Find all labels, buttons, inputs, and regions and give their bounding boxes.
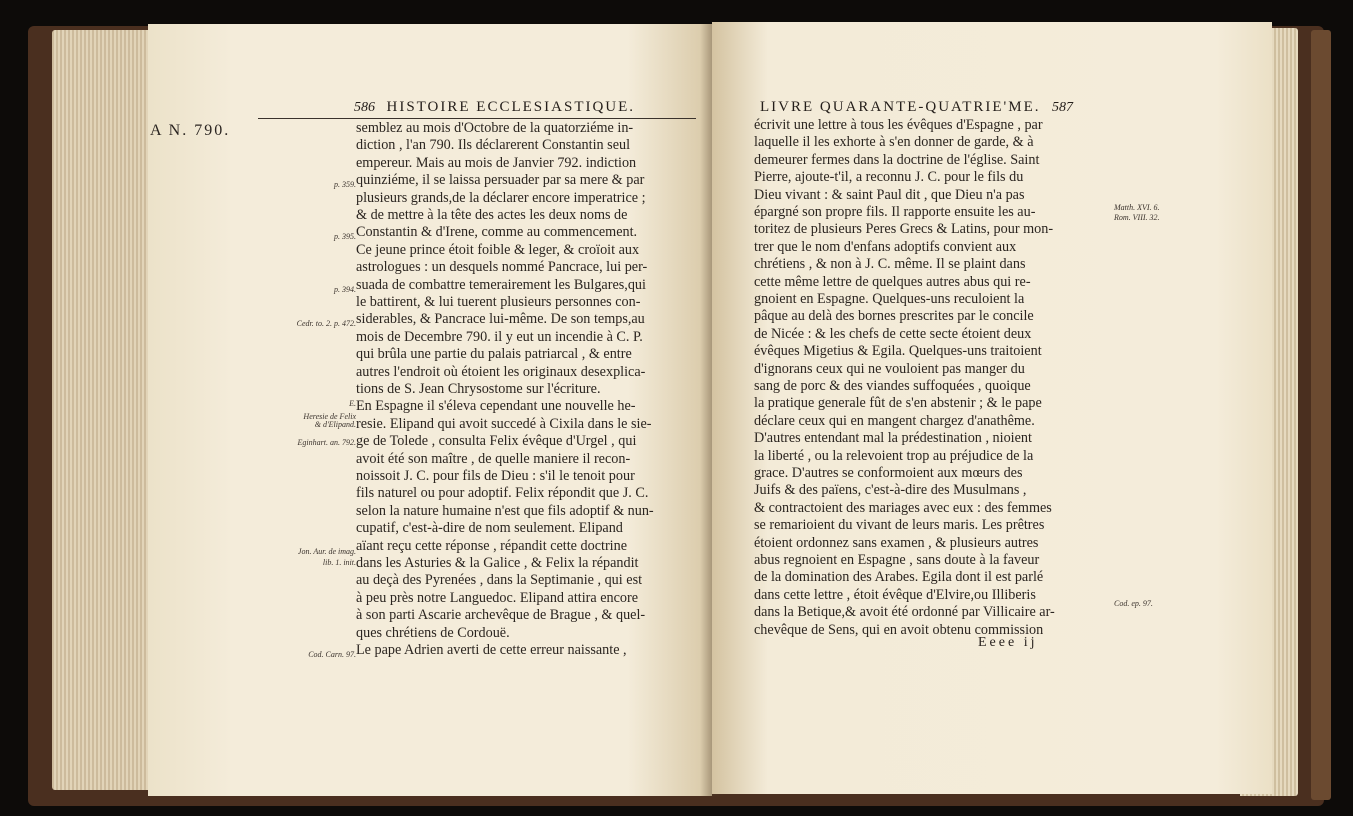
left-margin-note: p. 395. (334, 232, 356, 242)
left-text-line: qui brûla une partie du palais patriarcal , & entre (356, 346, 632, 363)
left-text-line: à peu près notre Languedoc. Elipand attira encore (356, 589, 639, 606)
right-text-line: épargné son propre fils. Il rapporte ensuite les au- (754, 204, 1036, 220)
left-header-rule (258, 118, 696, 119)
right-text-line: la liberté , ou la relevoient trop au préjudice de la (754, 447, 1034, 464)
left-text-line: siderables, & Pancrace lui-même. De son temps,au (356, 311, 645, 328)
left-text-line: fils naturel ou pour adoptif. Felix répondit que J. C. (356, 485, 649, 502)
right-text-line: Dieu vivant : & saint Paul dit , que Dieu n'a pas (754, 186, 1025, 203)
left-page-number: 586 (354, 100, 375, 115)
right-text-line: trer que le nom d'enfans adoptifs convient aux (754, 238, 1017, 255)
left-text-line: avoit été son maître , de quelle maniere il recon- (356, 450, 631, 467)
left-margin-note: p. 394. (334, 284, 356, 294)
right-text-line: Pierre, ajoute-t'il, a reconnu J. C. pour le fils du (754, 169, 1024, 186)
left-text-line: astrologues : un desquels nommé Pancrace, lui per- (356, 259, 648, 276)
right-text-line: Juifs & des païens, c'est-à-dire des Musulmans , (754, 482, 1027, 499)
left-text-line: dans les Asturies & la Galice , & Felix la répandit (356, 555, 639, 571)
right-text-line: déclare ceux qui en mangent chargez d'anathême. (754, 412, 1035, 429)
left-margin-note: lib. 1. init. (322, 557, 356, 567)
left-margin-note: E. (349, 399, 356, 409)
right-text-line: toritez de plusieurs Peres Grecs & Latins, pour mon- (754, 221, 1054, 238)
right-text-line: dans cette lettre , étoit évêque d'Elvire,ou Illiberis (754, 586, 1036, 603)
right-text-line: & contractoient des mariages avec eux : des femmes (754, 499, 1052, 516)
left-margin-note: Eginhart. an. 792. (297, 437, 356, 447)
right-text-line: grace. D'autres se conformoient aux mœurs des (754, 465, 1023, 481)
right-text-line: abus regnoient en Espagne , sans doute à la faveur (754, 552, 1040, 568)
left-text-line: ge de Tolede , consulta Felix évêque d'Urgel , qui (356, 433, 637, 450)
left-text-line: autres l'endroit où étoient les originaux desexplica- (356, 363, 646, 380)
right-text-line: la pratique generale fût de s'en abstenir ; & le pape (754, 395, 1042, 412)
right-margin-note: Matth. XVI. 6. (1114, 202, 1160, 212)
left-text-line: tions de S. Jean Chrysostome sur l'écriture. (356, 381, 601, 397)
right-text-line: chrétiens , & non à J. C. même. Il se plaint dans (754, 256, 1026, 273)
right-text-line: écrivit une lettre à tous les évêques d'Espagne , par (754, 117, 1043, 133)
left-text-line: cupatif, c'est-à-dire de nom seulement. Elipand (356, 520, 623, 537)
right-text-line: de la domination des Arabes. Egila dont il est parlé (754, 569, 1044, 586)
right-text-line: évêques Migetius & Egila. Quelques-uns traitoient (754, 343, 1042, 360)
right-page (712, 22, 1272, 794)
left-running-head (354, 99, 635, 116)
left-margin-note: Cedr. to. 2. p. 472. (296, 319, 356, 329)
left-text-line: En Espagne il s'éleva cependant une nouvelle he- (356, 398, 636, 415)
right-text-line: étoient ordonnez sans examen , & plusieurs autres (754, 534, 1039, 551)
right-running-title: LIVRE QUARANTE-QUATRIE'ME. (760, 99, 1041, 115)
year-marker: A N. 790. (150, 122, 231, 139)
right-margin-note: Rom. VIII. 32. (1114, 213, 1160, 222)
right-text-line: laquelle il les exhorte à s'en donner de garde, & à (754, 134, 1034, 151)
left-text-line: diction , l'an 790. Ils déclarerent Constantin seul (356, 137, 631, 154)
left-text-line: suada de combattre temerairement les Bulgares,qui (356, 276, 646, 293)
left-text-line: au deçà des Pyrenées , dans la Septimanie , qui est (356, 572, 643, 589)
left-text-line: selon la nature humaine n'est que fils adoptif & nun- (356, 502, 654, 519)
left-text-line: semblez au mois d'Octobre de la quatorziéme in- (356, 120, 634, 136)
right-text-line: dans la Betique,& avoit été ordonné par Villicaire ar- (754, 604, 1055, 621)
left-text-line: Ce jeune prince étoit foible & leger, & croïoit aux (356, 241, 640, 258)
book-cover-edge (1311, 30, 1331, 800)
right-margin-note: Cod. ep. 97. (1114, 599, 1153, 609)
right-text-line: gnoient en Espagne. Quelques-uns reculoient la (754, 291, 1025, 307)
left-text-line: empereur. Mais au mois de Janvier 792. indiction (356, 154, 637, 171)
left-margin-note: & d'Elipand. (314, 420, 356, 430)
left-margin-note: Heresie de Felix (303, 411, 356, 421)
left-text-line: Constantin & d'Irene, comme au commencement. (356, 224, 638, 241)
right-text-line: chevêque de Sens, qui en avoit obtenu commission (754, 621, 1044, 638)
left-text-line: le battirent, & lui tuerent plusieurs personnes con- (356, 294, 641, 310)
left-text-line: mois de Decembre 790. il y eut un incendie à C. P. (356, 328, 643, 345)
left-running-title: HISTOIRE ECCLESIASTIQUE. (386, 99, 636, 115)
right-text-line: se remarioient du vivant de leurs maris. Les prêtres (754, 517, 1045, 534)
left-text-line: quinziéme, il se laissa persuader par sa mere & par (356, 172, 645, 189)
left-text-line: à son parti Ascarie archevêque de Brague , & quel- (356, 607, 646, 624)
right-text-line: d'ignorans ceux qui ne vouloient pas manger du (754, 360, 1025, 377)
left-text-line: ques chrétiens de Cordouë. (356, 624, 510, 641)
left-text-line: noissoit J. C. pour fils de Dieu : s'il le tenoit pour (356, 468, 635, 484)
left-text-line: & de mettre à la tête des actes les deux noms de (356, 207, 628, 223)
right-text-line: pâque au delà des bornes prescrites par le concile (754, 308, 1034, 325)
right-text-line: de Nicée : & les chefs de cette secte étoient deux (754, 325, 1032, 342)
signature-mark: Eeee ij (978, 635, 1038, 650)
left-margin-note: p. 359. (334, 180, 356, 190)
left-text-line: resie. Elipand qui avoit succedé à Cixila dans le sie- (356, 415, 652, 432)
left-text-line: aïant reçu cette réponse , répandit cette doctrine (356, 537, 627, 554)
left-page (148, 24, 712, 796)
page-block-left (52, 30, 152, 790)
right-text-line: sang de porc & des viandes suffoquées , quoique (754, 378, 1031, 394)
right-text-line: demeurer fermes dans la doctrine de l'église. Saint (754, 151, 1040, 168)
right-text-line: cette même lettre de quelques autres abus qui re- (754, 273, 1031, 290)
right-page-number: 587 (1052, 100, 1074, 115)
right-running-head (760, 99, 1073, 116)
left-text-line: plusieurs grands,de la déclarer encore imperatrice ; (356, 189, 646, 206)
left-text-line: Le pape Adrien averti de cette erreur naissante , (356, 642, 627, 658)
left-margin-note: Jon. Aur. de imag. (297, 547, 356, 557)
left-margin-note: Cod. Carn. 97. (308, 650, 356, 659)
right-text-line: D'autres entendant mal la prédestination , nioient (754, 430, 1032, 447)
